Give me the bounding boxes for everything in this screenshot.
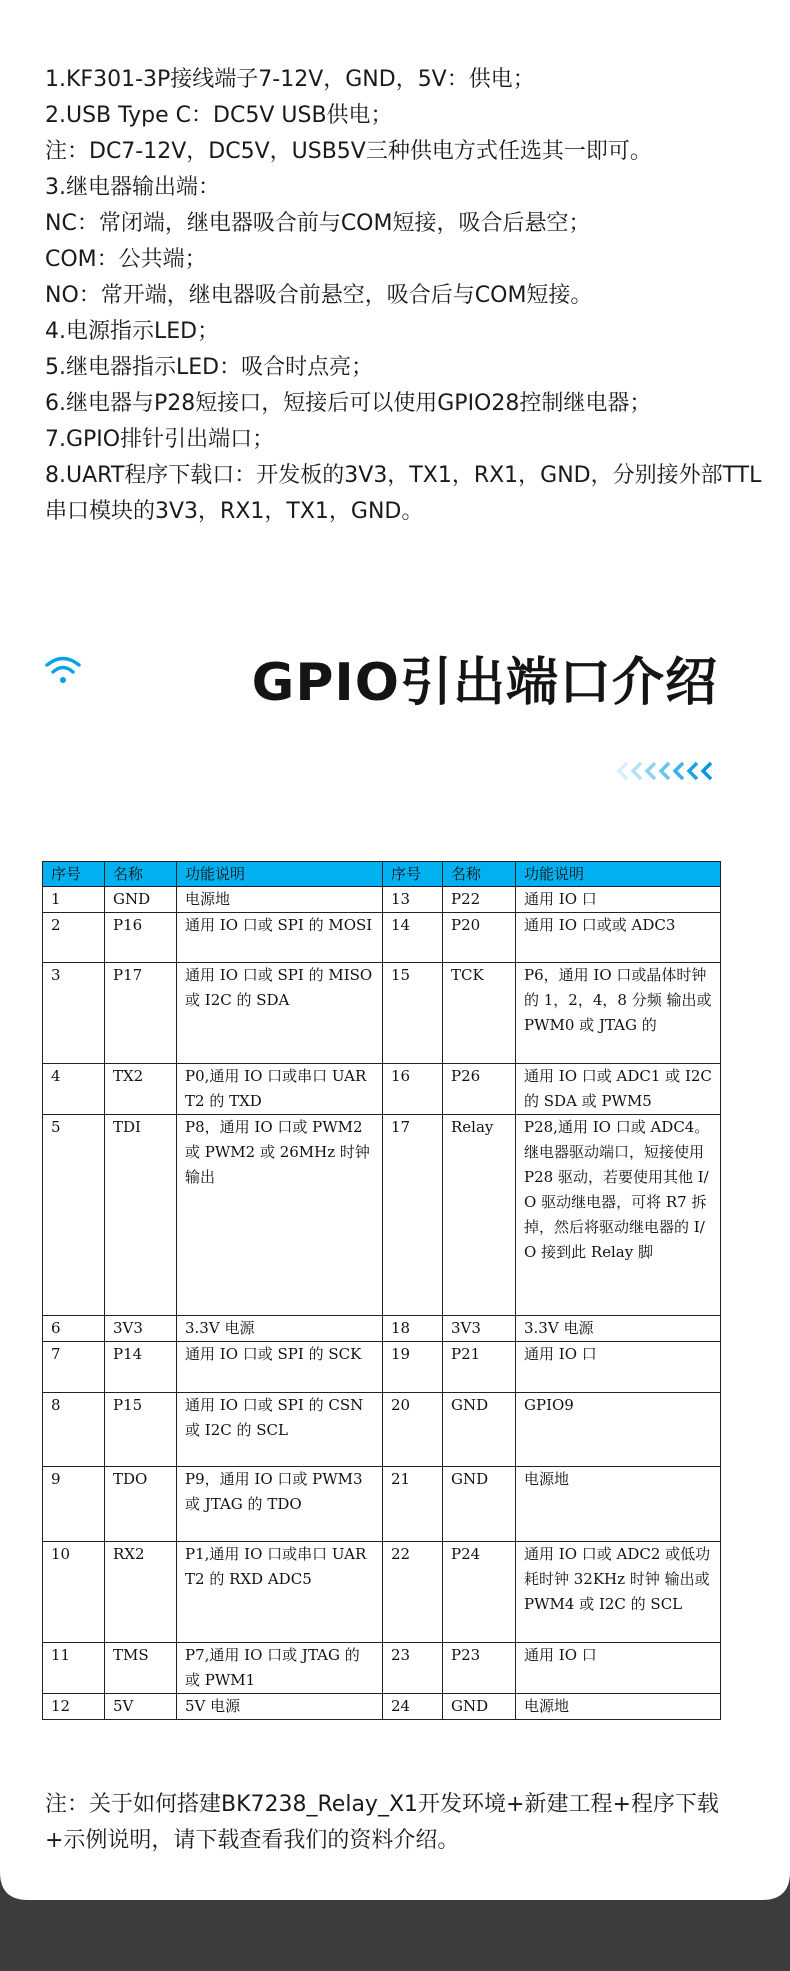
table-cell: P22	[443, 887, 516, 913]
table-cell: 19	[383, 1342, 443, 1393]
chevrons-left-icon	[615, 760, 717, 782]
wifi-icon	[44, 654, 82, 686]
note-line: 1.KF301-3P接线端子7-12V，GND，5V：供电；	[45, 67, 535, 92]
table-row	[43, 1316, 721, 1342]
table-cell: 3.3V 电源	[516, 1316, 721, 1342]
header-name: 名称	[105, 862, 177, 887]
table-cell: TX2	[105, 1064, 177, 1115]
table-cell: 23	[383, 1643, 443, 1694]
description-notes	[45, 62, 765, 530]
table-cell: 14	[383, 913, 443, 963]
table-cell: P20	[443, 913, 516, 963]
note-line: 7.GPIO排针引出端口；	[45, 427, 275, 452]
table-cell: GND	[443, 1393, 516, 1467]
bottom-band-decoration	[0, 1860, 790, 1971]
table-cell: 1	[43, 887, 105, 913]
table-cell: 5V 电源	[177, 1694, 383, 1720]
table-cell: P9，通用 IO 口或 PWM3 或 JTAG 的 TDO	[177, 1467, 383, 1542]
table-cell: 通用 IO 口	[516, 887, 721, 913]
table-cell: 4	[43, 1064, 105, 1115]
header-function: 功能说明	[516, 862, 721, 887]
table-cell: 通用 IO 口或 SPI 的 SCK	[177, 1342, 383, 1393]
table-cell: 7	[43, 1342, 105, 1393]
table-cell: 13	[383, 887, 443, 913]
table-cell: 电源地	[516, 1694, 721, 1720]
table-cell: 3	[43, 963, 105, 1064]
table-row	[43, 1342, 721, 1393]
table-cell: GND	[443, 1467, 516, 1542]
table-cell: GND	[105, 887, 177, 913]
table-cell: 电源地	[516, 1467, 721, 1542]
table-cell: TDO	[105, 1467, 177, 1542]
table-cell: TMS	[105, 1643, 177, 1694]
table-cell: TDI	[105, 1115, 177, 1316]
note-line: 8.UART程序下载口：开发板的3V3，TX1，RX1，GND，分别接外部TTL串口模块的3V3，RX1，TX1，GND。	[45, 463, 762, 524]
note-line: 6.继电器与P28短接口，短接后可以使用GPIO28控制继电器；	[45, 391, 652, 416]
table-cell: Relay	[443, 1115, 516, 1316]
table-cell: P28,通用 IO 口或 ADC4。继电器驱动端口，短接使用 P28 驱动，若要使用其他 I/O 驱动继电器，可将 R7 拆掉，然后将驱动继电器的 I/O 接到此 Relay 脚	[516, 1115, 721, 1316]
table-cell: TCK	[443, 963, 516, 1064]
table-cell: 通用 IO 口	[516, 1342, 721, 1393]
table-cell: P15	[105, 1393, 177, 1467]
table-cell: 3V3	[105, 1316, 177, 1342]
table-row	[43, 887, 721, 913]
table-cell: GPIO9	[516, 1393, 721, 1467]
table-cell: 17	[383, 1115, 443, 1316]
note-line: 5.继电器指示LED：吸合时点亮；	[45, 355, 374, 380]
table-cell: RX2	[105, 1542, 177, 1643]
table-cell: 通用 IO 口或 ADC1 或 I2C 的 SDA 或 PWM5	[516, 1064, 721, 1115]
note-line: NO：常开端，继电器吸合前悬空，吸合后与COM短接。	[45, 283, 593, 308]
table-cell: 20	[383, 1393, 443, 1467]
section-title: GPIO引出端口介绍	[251, 653, 718, 713]
table-cell: 3.3V 电源	[177, 1316, 383, 1342]
table-cell: P6，通用 IO 口或晶体时钟的 1，2，4，8 分频 输出或 PWM0 或 JTAG 的	[516, 963, 721, 1064]
note-line: 2.USB Type C：DC5V USB供电；	[45, 103, 393, 128]
table-row	[43, 1542, 721, 1643]
table-cell: 9	[43, 1467, 105, 1542]
table-cell: 12	[43, 1694, 105, 1720]
table-row	[43, 1694, 721, 1720]
table-cell: P14	[105, 1342, 177, 1393]
note-line: 4.电源指示LED；	[45, 319, 220, 344]
header-function: 功能说明	[177, 862, 383, 887]
header-name: 名称	[443, 862, 516, 887]
table-cell: 2	[43, 913, 105, 963]
table-row	[43, 1393, 721, 1467]
table-cell: 通用 IO 口或或 ADC3	[516, 913, 721, 963]
table-cell: P23	[443, 1643, 516, 1694]
table-row	[43, 1115, 721, 1316]
table-cell: 通用 IO 口	[516, 1643, 721, 1694]
table-cell: P24	[443, 1542, 516, 1643]
table-cell: 21	[383, 1467, 443, 1542]
table-cell: 3V3	[443, 1316, 516, 1342]
table-cell: 通用 IO 口或 SPI 的 CSN 或 I2C 的 SCL	[177, 1393, 383, 1467]
table-cell: 22	[383, 1542, 443, 1643]
table-cell: 10	[43, 1542, 105, 1643]
table-row	[43, 913, 721, 963]
table-cell: 通用 IO 口或 SPI 的 MISO 或 I2C 的 SDA	[177, 963, 383, 1064]
table-cell: GND	[443, 1694, 516, 1720]
table-row	[43, 1064, 721, 1115]
table-row	[43, 1643, 721, 1694]
table-cell: P16	[105, 913, 177, 963]
table-cell: 15	[383, 963, 443, 1064]
table-cell: 8	[43, 1393, 105, 1467]
note-line: COM：公共端；	[45, 247, 207, 272]
table-cell: P17	[105, 963, 177, 1064]
table-cell: 通用 IO 口或 ADC2 或低功耗时钟 32KHz 时钟 输出或 PWM4 或 I2C 的 SCL	[516, 1542, 721, 1643]
table-cell: 16	[383, 1064, 443, 1115]
table-cell: 5	[43, 1115, 105, 1316]
note-line: 3.继电器输出端：	[45, 175, 220, 200]
table-cell: P1,通用 IO 口或串口 UART2 的 RXD ADC5	[177, 1542, 383, 1643]
table-header-row	[43, 862, 721, 887]
header-index: 序号	[43, 862, 105, 887]
table-cell: P0,通用 IO 口或串口 UART2 的 TXD	[177, 1064, 383, 1115]
table-cell: P21	[443, 1342, 516, 1393]
table-cell: 6	[43, 1316, 105, 1342]
table-cell: 电源地	[177, 887, 383, 913]
table-cell: 通用 IO 口或 SPI 的 MOSI	[177, 913, 383, 963]
table-cell: 11	[43, 1643, 105, 1694]
table-cell: 18	[383, 1316, 443, 1342]
header-index: 序号	[383, 862, 443, 887]
note-line: 注：DC7-12V，DC5V，USB5V三种供电方式任选其一即可。	[45, 139, 652, 164]
gpio-pin-table	[42, 861, 721, 1720]
table-cell: 5V	[105, 1694, 177, 1720]
table-row	[43, 963, 721, 1064]
table-cell: P8，通用 IO 口或 PWM2 或 PWM2 或 26MHz 时钟 输出	[177, 1115, 383, 1316]
table-row	[43, 1467, 721, 1542]
table-cell: P7,通用 IO 口或 JTAG 的 或 PWM1	[177, 1643, 383, 1694]
table-cell: P26	[443, 1064, 516, 1115]
table-cell: 24	[383, 1694, 443, 1720]
footer-note: 注：关于如何搭建BK7238_Relay_X1开发环境+新建工程+程序下载+示例说明，请下载查看我们的资料介绍。	[45, 1792, 719, 1853]
note-line: NC：常闭端，继电器吸合前与COM短接，吸合后悬空；	[45, 211, 591, 236]
